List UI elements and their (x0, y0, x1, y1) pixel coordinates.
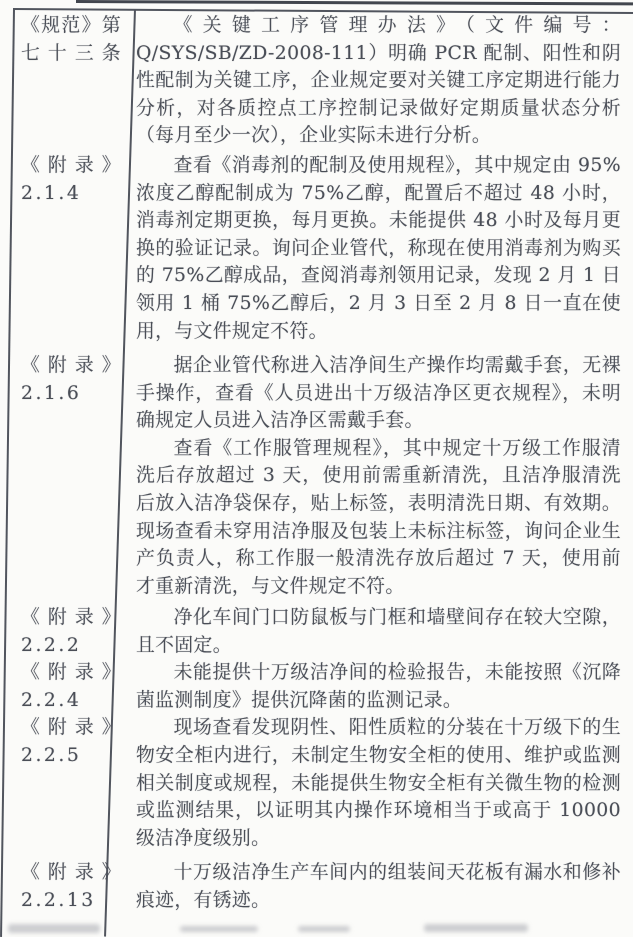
finding-paragraph: 未能提供十万级洁净间的检验报告，未能按照《沉降菌监测制度》提供沉降菌的监测记录。 (136, 662, 621, 711)
clause-reference (14, 859, 126, 914)
clause-reference (14, 352, 126, 407)
finding-cell (126, 714, 633, 852)
finding-paragraph: 现场查看发现阴性、阳性质粒的分装在十万级下的生物安全柜内进行，未制定生物安全柜的使用、维护或监测相关制度或规程，未能提供生物安全柜有关微生物的检测或监测结果，以证明其内操作环境相当于或高于 10000 级洁净度级别。 (136, 717, 621, 849)
clause-reference-source: 《附录》 (21, 355, 121, 376)
clause-reference-number: 2.2.2 (21, 634, 82, 656)
clause-reference-number: 2.2.4 (21, 689, 82, 711)
clause-reference-number: 2.1.6 (21, 382, 82, 404)
clause-reference (14, 152, 126, 207)
finding-cell (126, 859, 633, 914)
finding-cell (126, 152, 633, 345)
table-left-border-line (0, 9, 15, 937)
clause-reference-source: 《附录》 (21, 717, 121, 739)
finding-cell (126, 604, 633, 659)
finding-paragraph: 查看《消毒剂的配制及使用规程》，其中规定由 95%浓度乙醇配制成为 75%乙醇，配置后不超过 48 小时，消毒剂定期更换，每月更换。未能提供 48 小时及每月更换的验证记录。询问企业管代，称现在使用消毒剂为购买的 75%乙醇成品，查阅消毒剂领用记录，发现 2 月 1 日领用 1 桶 75%乙醇后，2 月 3 日至 2 月 8 日一直在使用，与文件规定不符。 (136, 155, 621, 342)
clause-reference (14, 659, 126, 714)
finding-cell (126, 659, 633, 714)
clause-reference-number: 2.2.13 (21, 889, 96, 911)
finding-cell (126, 352, 633, 600)
page-bleed-smudge (8, 924, 100, 933)
page-bleed-smudge (298, 926, 350, 932)
finding-paragraph: 《关键工序管理办法》（文件编号：Q⁠/⁠SYS⁠/⁠SB⁠/⁠ZD⁠-⁠2008⁠-⁠111）明确 PCR 配制、阳性和阴性配制为关键工序，企业规定要对关键工序定期进行能力分析，对各质控点工序控制记录做好定期质量状态分析（每月至少一次），企业实际未进行分析。 (136, 15, 621, 147)
previous-row-bottom-border-line (76, 0, 633, 5)
finding-paragraph: 据企业管代称进入洁净间生产操作均需戴手套，无裸手操作，查看《人员进出十万级洁净区更衣规程》，未明确规定人员进入洁净区需戴手套。 (136, 355, 621, 432)
clause-reference (14, 12, 126, 67)
clause-reference-number: 2.2.5 (21, 744, 82, 766)
clause-reference-source: 《附录》 (21, 862, 121, 884)
clause-reference (14, 714, 126, 769)
table-row (14, 659, 633, 714)
finding-paragraph: 查看《工作服管理规程》，其中规定十万级工作服清洗后存放超过 3 天，使用前需重新清洗，且洁净服清洗后放入洁净袋保存，贴上标签，表明清洗日期、有效期。现场查看未穿用洁净服及包装上未标注标签，询问企业生产负责人，称工作服一般清洗存放后超过 7 天，使用前才重新清洗，与文件规定不符。 (136, 437, 621, 597)
finding-paragraph: 十万级洁净生产车间内的组装间天花板有漏水和修补痕迹，有锈迹。 (136, 862, 621, 911)
page-bleed-smudge (180, 926, 258, 932)
clause-reference-number: 2.1.4 (21, 182, 82, 204)
clause-reference-number: 七十三条 (21, 42, 121, 64)
page-bleed-smudge (424, 924, 528, 932)
finding-paragraph: 净化车间门口防鼠板与门框和墙壁间存在较大空隙，且不固定。 (136, 607, 621, 656)
clause-reference-source: 《附录》 (21, 662, 121, 684)
clause-reference-source: 《附录》 (21, 607, 121, 628)
clause-reference (14, 604, 126, 659)
clause-reference-source: 《规范》第 (21, 15, 121, 36)
table-row (14, 604, 633, 659)
table-row (14, 12, 633, 152)
table-row (14, 352, 633, 604)
table-row (14, 714, 633, 859)
finding-cell (126, 12, 633, 150)
clause-reference-source: 《附录》 (21, 155, 121, 176)
table-row (14, 152, 633, 352)
findings-table (14, 12, 633, 937)
